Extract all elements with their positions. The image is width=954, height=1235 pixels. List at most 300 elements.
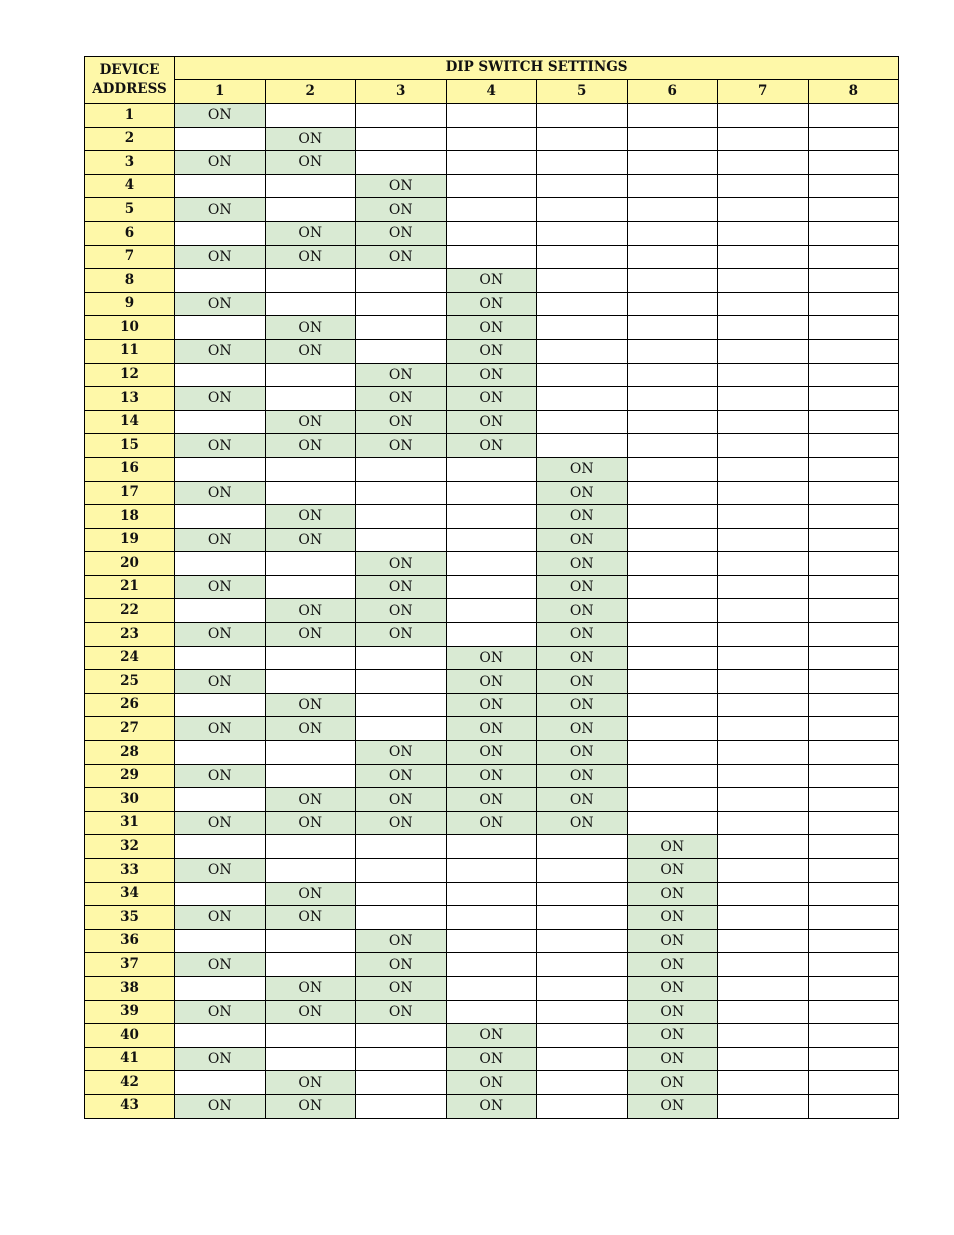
switch-5-cell	[537, 1000, 628, 1024]
table-row	[85, 835, 899, 859]
switch-1-cell	[175, 929, 266, 953]
switch-5-cell: ON	[537, 528, 628, 552]
switch-5-cell	[537, 292, 628, 316]
switch-1-cell	[175, 410, 266, 434]
switch-5-cell	[537, 1071, 628, 1095]
table-row	[85, 859, 899, 883]
switch-6-cell: ON	[627, 1000, 718, 1024]
switch-4-cell	[446, 481, 537, 505]
device-address-cell: 42	[85, 1071, 175, 1095]
switch-4-cell	[446, 953, 537, 977]
device-address-header-line1: DEVICE	[99, 62, 160, 78]
switch-8-cell	[808, 575, 899, 599]
switch-6-cell	[627, 670, 718, 694]
switch-4-cell: ON	[446, 387, 537, 411]
switch-2-cell: ON	[265, 410, 356, 434]
switch-7-cell	[718, 552, 809, 576]
switch-3-cell: ON	[356, 198, 447, 222]
table-row	[85, 717, 899, 741]
switch-5-cell	[537, 339, 628, 363]
switch-header-5: 5	[537, 80, 628, 104]
switch-8-cell	[808, 599, 899, 623]
table-row	[85, 906, 899, 930]
table-row	[85, 127, 899, 151]
switch-4-cell	[446, 457, 537, 481]
switch-8-cell	[808, 221, 899, 245]
switch-6-cell	[627, 764, 718, 788]
switch-8-cell	[808, 457, 899, 481]
switch-7-cell	[718, 1047, 809, 1071]
dip-switch-table	[84, 56, 899, 1119]
switch-5-cell	[537, 198, 628, 222]
device-address-cell: 33	[85, 859, 175, 883]
switch-5-cell	[537, 859, 628, 883]
switch-4-cell	[446, 151, 537, 175]
switch-4-cell	[446, 623, 537, 647]
device-address-cell: 12	[85, 363, 175, 387]
switch-2-cell	[265, 104, 356, 128]
switch-4-cell: ON	[446, 1024, 537, 1048]
switch-2-cell: ON	[265, 693, 356, 717]
device-address-cell: 5	[85, 198, 175, 222]
switch-6-cell: ON	[627, 906, 718, 930]
switch-8-cell	[808, 906, 899, 930]
switch-7-cell	[718, 457, 809, 481]
switch-7-cell	[718, 434, 809, 458]
switch-4-cell	[446, 174, 537, 198]
switch-5-cell: ON	[537, 646, 628, 670]
switch-7-cell	[718, 717, 809, 741]
switch-6-cell	[627, 292, 718, 316]
switch-8-cell	[808, 269, 899, 293]
switch-7-cell	[718, 906, 809, 930]
switch-1-cell	[175, 835, 266, 859]
switch-4-cell	[446, 575, 537, 599]
switch-6-cell	[627, 505, 718, 529]
switch-3-cell	[356, 316, 447, 340]
switch-1-cell: ON	[175, 292, 266, 316]
switch-header-8: 8	[808, 80, 899, 104]
device-address-cell: 29	[85, 764, 175, 788]
device-address-cell: 34	[85, 882, 175, 906]
device-address-cell: 14	[85, 410, 175, 434]
switch-7-cell	[718, 882, 809, 906]
switch-6-cell: ON	[627, 835, 718, 859]
switch-3-cell	[356, 1094, 447, 1118]
switch-4-cell	[446, 976, 537, 1000]
switch-8-cell	[808, 434, 899, 458]
switch-1-cell: ON	[175, 623, 266, 647]
switch-3-cell	[356, 104, 447, 128]
switch-5-cell: ON	[537, 693, 628, 717]
switch-7-cell	[718, 151, 809, 175]
table-row	[85, 575, 899, 599]
switch-4-cell: ON	[446, 741, 537, 765]
switch-5-cell	[537, 906, 628, 930]
switch-3-cell: ON	[356, 221, 447, 245]
switch-8-cell	[808, 811, 899, 835]
switch-4-cell: ON	[446, 292, 537, 316]
switch-5-cell: ON	[537, 505, 628, 529]
switch-1-cell	[175, 127, 266, 151]
switch-1-cell	[175, 693, 266, 717]
switch-3-cell: ON	[356, 552, 447, 576]
switch-3-cell	[356, 835, 447, 859]
switch-6-cell	[627, 316, 718, 340]
switch-6-cell	[627, 811, 718, 835]
switch-1-cell: ON	[175, 906, 266, 930]
switch-2-cell	[265, 646, 356, 670]
switch-2-cell	[265, 481, 356, 505]
switch-5-cell: ON	[537, 741, 628, 765]
switch-2-cell	[265, 552, 356, 576]
table-row	[85, 269, 899, 293]
switch-7-cell	[718, 953, 809, 977]
switch-6-cell: ON	[627, 1071, 718, 1095]
switch-6-cell	[627, 693, 718, 717]
device-address-cell: 43	[85, 1094, 175, 1118]
switch-6-cell	[627, 245, 718, 269]
switch-7-cell	[718, 599, 809, 623]
switch-3-cell: ON	[356, 811, 447, 835]
switch-4-cell: ON	[446, 434, 537, 458]
switch-3-cell: ON	[356, 434, 447, 458]
switch-8-cell	[808, 151, 899, 175]
switch-4-cell	[446, 599, 537, 623]
switch-5-cell	[537, 434, 628, 458]
switch-header-3: 3	[356, 80, 447, 104]
switch-3-cell	[356, 457, 447, 481]
switch-4-cell	[446, 906, 537, 930]
switch-5-cell	[537, 316, 628, 340]
switch-5-cell	[537, 976, 628, 1000]
switch-1-cell	[175, 788, 266, 812]
table-row	[85, 741, 899, 765]
switch-3-cell	[356, 151, 447, 175]
switch-4-cell: ON	[446, 764, 537, 788]
switch-1-cell: ON	[175, 104, 266, 128]
switch-4-cell: ON	[446, 1094, 537, 1118]
switch-2-cell: ON	[265, 434, 356, 458]
header-row-title	[85, 57, 899, 80]
switch-6-cell	[627, 717, 718, 741]
switch-5-cell: ON	[537, 670, 628, 694]
switch-7-cell	[718, 835, 809, 859]
switch-1-cell: ON	[175, 198, 266, 222]
switch-8-cell	[808, 245, 899, 269]
switch-5-cell	[537, 929, 628, 953]
switch-3-cell	[356, 1071, 447, 1095]
switch-8-cell	[808, 882, 899, 906]
device-address-cell: 11	[85, 339, 175, 363]
switch-3-cell	[356, 646, 447, 670]
device-address-cell: 18	[85, 505, 175, 529]
switch-7-cell	[718, 245, 809, 269]
switch-1-cell	[175, 646, 266, 670]
switch-1-cell	[175, 1071, 266, 1095]
switch-8-cell	[808, 859, 899, 883]
switch-6-cell	[627, 575, 718, 599]
device-address-cell: 40	[85, 1024, 175, 1048]
switch-1-cell	[175, 599, 266, 623]
switch-1-cell: ON	[175, 151, 266, 175]
table-row	[85, 528, 899, 552]
switch-header-1: 1	[175, 80, 266, 104]
switch-4-cell	[446, 104, 537, 128]
switch-6-cell	[627, 434, 718, 458]
switch-2-cell	[265, 764, 356, 788]
switch-1-cell: ON	[175, 1047, 266, 1071]
device-address-cell: 24	[85, 646, 175, 670]
switch-2-cell: ON	[265, 245, 356, 269]
switch-8-cell	[808, 693, 899, 717]
table-row	[85, 1000, 899, 1024]
device-address-cell: 21	[85, 575, 175, 599]
device-address-cell: 27	[85, 717, 175, 741]
device-address-cell: 6	[85, 221, 175, 245]
switch-6-cell	[627, 198, 718, 222]
switch-1-cell: ON	[175, 481, 266, 505]
switch-2-cell: ON	[265, 1094, 356, 1118]
switch-3-cell: ON	[356, 599, 447, 623]
switch-2-cell: ON	[265, 882, 356, 906]
device-address-cell: 9	[85, 292, 175, 316]
switch-3-cell: ON	[356, 623, 447, 647]
switch-3-cell	[356, 505, 447, 529]
table-row	[85, 929, 899, 953]
switch-2-cell: ON	[265, 906, 356, 930]
switch-1-cell: ON	[175, 387, 266, 411]
table-row	[85, 788, 899, 812]
switch-1-cell: ON	[175, 670, 266, 694]
switch-8-cell	[808, 976, 899, 1000]
switch-2-cell: ON	[265, 339, 356, 363]
switch-4-cell: ON	[446, 670, 537, 694]
switch-7-cell	[718, 198, 809, 222]
switch-3-cell: ON	[356, 976, 447, 1000]
switch-5-cell: ON	[537, 788, 628, 812]
switch-3-cell: ON	[356, 245, 447, 269]
switch-1-cell	[175, 269, 266, 293]
switch-5-cell	[537, 221, 628, 245]
switch-7-cell	[718, 670, 809, 694]
device-address-cell: 13	[85, 387, 175, 411]
switch-7-cell	[718, 363, 809, 387]
table-row	[85, 976, 899, 1000]
switch-2-cell	[265, 835, 356, 859]
switch-6-cell	[627, 741, 718, 765]
switch-8-cell	[808, 670, 899, 694]
switch-1-cell: ON	[175, 1094, 266, 1118]
table-row	[85, 693, 899, 717]
switch-3-cell	[356, 882, 447, 906]
table-row	[85, 1094, 899, 1118]
switch-7-cell	[718, 859, 809, 883]
switch-6-cell	[627, 528, 718, 552]
switch-5-cell	[537, 882, 628, 906]
switch-2-cell: ON	[265, 151, 356, 175]
switch-6-cell: ON	[627, 953, 718, 977]
switch-4-cell: ON	[446, 788, 537, 812]
switch-8-cell	[808, 104, 899, 128]
switch-1-cell	[175, 882, 266, 906]
switch-5-cell	[537, 1094, 628, 1118]
table-row	[85, 245, 899, 269]
switch-8-cell	[808, 528, 899, 552]
switch-8-cell	[808, 646, 899, 670]
table-row	[85, 505, 899, 529]
device-address-cell: 19	[85, 528, 175, 552]
device-address-cell: 32	[85, 835, 175, 859]
switch-6-cell	[627, 363, 718, 387]
switch-5-cell: ON	[537, 481, 628, 505]
switch-2-cell	[265, 859, 356, 883]
switch-6-cell	[627, 410, 718, 434]
device-address-cell: 23	[85, 623, 175, 647]
device-address-cell: 22	[85, 599, 175, 623]
switch-3-cell: ON	[356, 741, 447, 765]
switch-8-cell	[808, 929, 899, 953]
switch-1-cell: ON	[175, 811, 266, 835]
table-row	[85, 764, 899, 788]
switch-8-cell	[808, 717, 899, 741]
switch-8-cell	[808, 953, 899, 977]
switch-5-cell: ON	[537, 623, 628, 647]
switch-2-cell	[265, 741, 356, 765]
switch-8-cell	[808, 174, 899, 198]
switch-2-cell: ON	[265, 528, 356, 552]
switch-1-cell	[175, 976, 266, 1000]
switch-2-cell	[265, 174, 356, 198]
switch-5-cell	[537, 151, 628, 175]
switch-1-cell	[175, 457, 266, 481]
switch-6-cell	[627, 481, 718, 505]
switch-4-cell	[446, 528, 537, 552]
switch-3-cell	[356, 1024, 447, 1048]
table-row	[85, 221, 899, 245]
device-address-cell: 26	[85, 693, 175, 717]
switch-4-cell	[446, 929, 537, 953]
device-address-header-line2: ADDRESS	[92, 81, 167, 97]
switch-8-cell	[808, 363, 899, 387]
switch-2-cell	[265, 457, 356, 481]
switch-5-cell	[537, 174, 628, 198]
switch-7-cell	[718, 764, 809, 788]
switch-3-cell	[356, 1047, 447, 1071]
switch-4-cell	[446, 198, 537, 222]
switch-4-cell: ON	[446, 316, 537, 340]
switch-1-cell: ON	[175, 859, 266, 883]
device-address-cell: 16	[85, 457, 175, 481]
table-row	[85, 457, 899, 481]
table-row	[85, 811, 899, 835]
switch-1-cell: ON	[175, 528, 266, 552]
switch-8-cell	[808, 292, 899, 316]
switch-2-cell	[265, 1024, 356, 1048]
switch-4-cell: ON	[446, 410, 537, 434]
switch-1-cell: ON	[175, 953, 266, 977]
switch-6-cell: ON	[627, 1024, 718, 1048]
switch-6-cell	[627, 339, 718, 363]
switch-number-header-row	[85, 80, 899, 104]
switch-8-cell	[808, 741, 899, 765]
switch-2-cell	[265, 387, 356, 411]
switch-8-cell	[808, 1000, 899, 1024]
device-address-cell: 15	[85, 434, 175, 458]
switch-8-cell	[808, 552, 899, 576]
device-address-cell: 38	[85, 976, 175, 1000]
switch-8-cell	[808, 764, 899, 788]
switch-8-cell	[808, 481, 899, 505]
switch-1-cell: ON	[175, 245, 266, 269]
table-row	[85, 434, 899, 458]
switch-3-cell	[356, 127, 447, 151]
switch-6-cell	[627, 457, 718, 481]
device-address-cell: 39	[85, 1000, 175, 1024]
table-row	[85, 670, 899, 694]
switch-1-cell: ON	[175, 764, 266, 788]
switch-2-cell: ON	[265, 1071, 356, 1095]
table-row	[85, 882, 899, 906]
switch-6-cell: ON	[627, 929, 718, 953]
switch-8-cell	[808, 316, 899, 340]
switch-1-cell: ON	[175, 1000, 266, 1024]
switch-4-cell	[446, 127, 537, 151]
switch-7-cell	[718, 1024, 809, 1048]
switch-8-cell	[808, 1024, 899, 1048]
switch-8-cell	[808, 410, 899, 434]
switch-6-cell	[627, 599, 718, 623]
switch-1-cell: ON	[175, 717, 266, 741]
switch-3-cell: ON	[356, 953, 447, 977]
switch-4-cell	[446, 552, 537, 576]
switch-7-cell	[718, 1000, 809, 1024]
switch-4-cell	[446, 859, 537, 883]
table-row	[85, 387, 899, 411]
switch-2-cell	[265, 929, 356, 953]
device-address-cell: 8	[85, 269, 175, 293]
switch-6-cell: ON	[627, 976, 718, 1000]
switch-7-cell	[718, 481, 809, 505]
switch-3-cell	[356, 906, 447, 930]
table-row	[85, 953, 899, 977]
switch-7-cell	[718, 174, 809, 198]
table-row	[85, 1024, 899, 1048]
switch-7-cell	[718, 929, 809, 953]
switch-1-cell: ON	[175, 339, 266, 363]
switch-header-7: 7	[718, 80, 809, 104]
switch-7-cell	[718, 811, 809, 835]
switch-1-cell	[175, 221, 266, 245]
switch-3-cell	[356, 292, 447, 316]
switch-8-cell	[808, 835, 899, 859]
table-row	[85, 599, 899, 623]
switch-1-cell	[175, 363, 266, 387]
switch-2-cell	[265, 575, 356, 599]
device-address-cell: 1	[85, 104, 175, 128]
switch-5-cell	[537, 245, 628, 269]
switch-2-cell: ON	[265, 1000, 356, 1024]
switch-2-cell: ON	[265, 788, 356, 812]
switch-1-cell: ON	[175, 575, 266, 599]
switch-5-cell	[537, 1024, 628, 1048]
device-address-cell: 30	[85, 788, 175, 812]
switch-6-cell	[627, 269, 718, 293]
switch-5-cell	[537, 387, 628, 411]
device-address-cell: 36	[85, 929, 175, 953]
switch-4-cell: ON	[446, 693, 537, 717]
switch-7-cell	[718, 528, 809, 552]
